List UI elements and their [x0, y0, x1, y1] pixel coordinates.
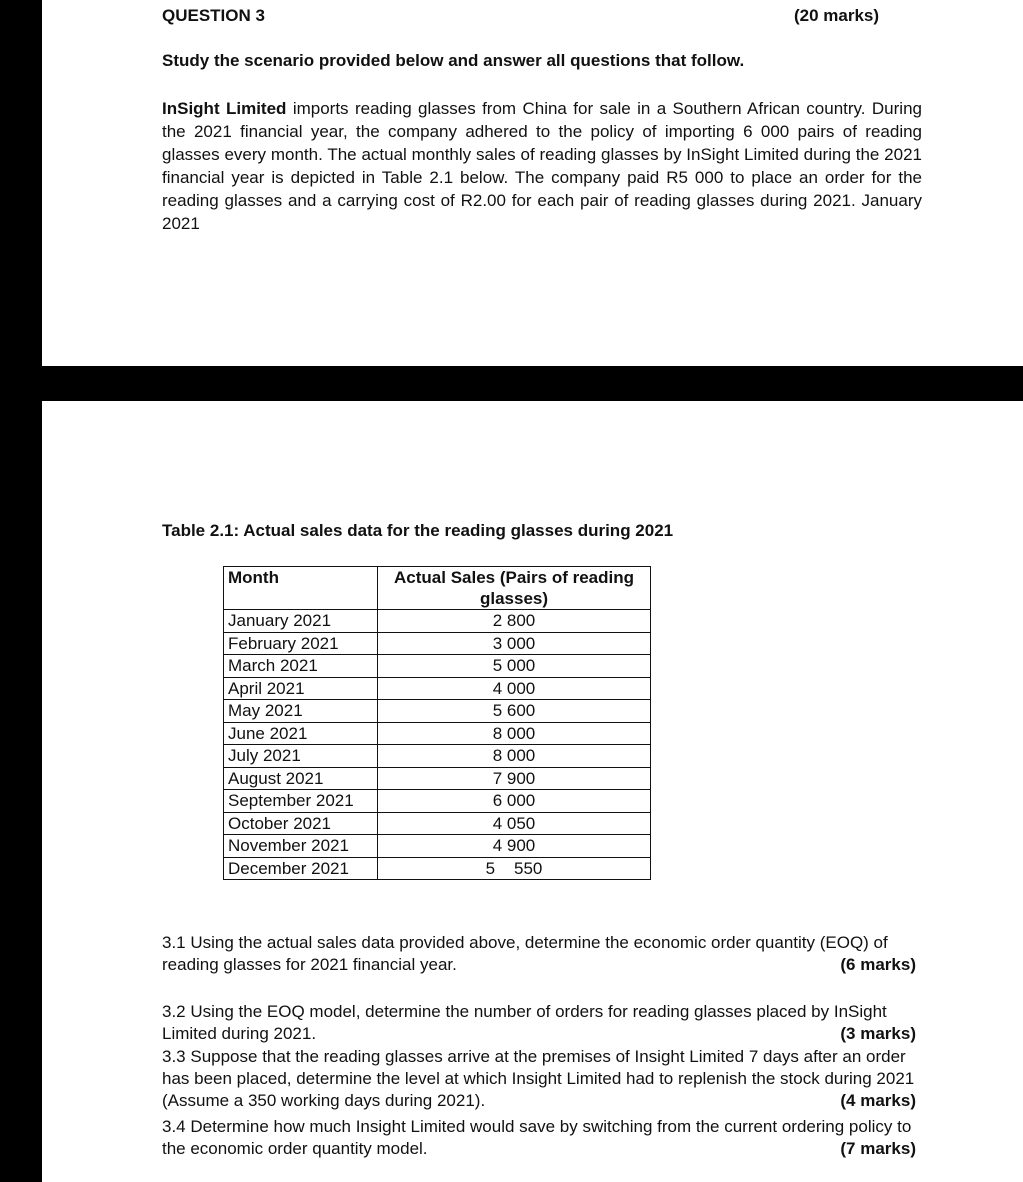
month-cell: July 2021 [224, 745, 378, 768]
sales-cell: 4 000 [378, 677, 651, 700]
month-cell: June 2021 [224, 722, 378, 745]
sales-cell: 3 000 [378, 632, 651, 655]
table-row [224, 745, 651, 768]
question-3-4 [162, 1116, 922, 1160]
table-row [224, 835, 651, 858]
scenario-paragraph [162, 97, 922, 235]
total-marks: (20 marks) [794, 6, 880, 25]
sales-cell: 4 900 [378, 835, 651, 858]
sales-cell: 7 900 [378, 767, 651, 790]
table-caption: Table 2.1: Actual sales data for the reading glasses during 2021 [162, 521, 674, 540]
question-title: QUESTION 3 [162, 6, 265, 25]
company-name: InSight Limited [162, 99, 287, 118]
month-cell: December 2021 [224, 857, 378, 880]
question-3-2 [162, 1001, 922, 1045]
sales-cell: 5 550 [378, 857, 651, 880]
table-row [224, 767, 651, 790]
table-row [224, 610, 651, 633]
month-cell: April 2021 [224, 677, 378, 700]
scenario-text: imports reading glasses from China for sale in a Southern African country. During the 2021 financial year, the company adhered to the policy of importing 6 000 pairs of reading glasses every month. The actual monthly sales of reading glasses by InSight Limited during the 2021 financial year is depicted in Table 2.1 below. The company paid R5 000 to place an order for the reading glasses and a carrying cost of R2.00 for each pair of reading glasses during 2021. January 2021 [162, 99, 922, 233]
month-cell: September 2021 [224, 790, 378, 813]
sales-cell: 5 600 [378, 700, 651, 723]
table-row [224, 857, 651, 880]
sales-cell: 6 000 [378, 790, 651, 813]
question-marks: (7 marks) [840, 1139, 916, 1158]
question-text: 3.1 Using the actual sales data provided above, determine the economic order quantity (EOQ) of reading glasses for 2021 financial year. [162, 933, 888, 974]
header-actual-sales: Actual Sales (Pairs of reading glasses) [378, 567, 651, 610]
table-row [224, 812, 651, 835]
sales-cell: 5 000 [378, 655, 651, 678]
table-row [224, 655, 651, 678]
sales-cell: 2 800 [378, 610, 651, 633]
month-cell: February 2021 [224, 632, 378, 655]
month-cell: May 2021 [224, 700, 378, 723]
page-bottom [42, 401, 1023, 1182]
month-cell: March 2021 [224, 655, 378, 678]
table-row [224, 790, 651, 813]
question-text: 3.2 Using the EOQ model, determine the number of orders for reading glasses placed by InSight Limited during 2021. [162, 1002, 887, 1043]
table-row [224, 632, 651, 655]
question-3-3 [162, 1046, 922, 1112]
table-row [224, 722, 651, 745]
instruction: Study the scenario provided below and answer all questions that follow. [162, 51, 745, 70]
sales-cell: 4 050 [378, 812, 651, 835]
month-cell: August 2021 [224, 767, 378, 790]
sales-cell: 8 000 [378, 722, 651, 745]
page-top [42, 0, 1023, 366]
question-text: 3.4 Determine how much Insight Limited would save by switching from the current ordering policy to the economic order quantity model. [162, 1117, 912, 1158]
month-cell: November 2021 [224, 835, 378, 858]
question-text: 3.3 Suppose that the reading glasses arrive at the premises of Insight Limited 7 days after an order has been placed, determine the level at which Insight Limited had to replenish the stock during 2021 (Assume a 350 working days during 2021). [162, 1047, 915, 1110]
month-cell: October 2021 [224, 812, 378, 835]
sales-cell: 8 000 [378, 745, 651, 768]
sales-table [223, 566, 651, 880]
question-marks: (4 marks) [840, 1091, 916, 1110]
question-marks: (6 marks) [840, 955, 916, 974]
question-marks: (3 marks) [840, 1024, 916, 1043]
header-month: Month [224, 567, 378, 610]
table-row [224, 677, 651, 700]
table-header-row [224, 567, 651, 610]
table-row [224, 700, 651, 723]
month-cell: January 2021 [224, 610, 378, 633]
question-3-1 [162, 932, 922, 976]
